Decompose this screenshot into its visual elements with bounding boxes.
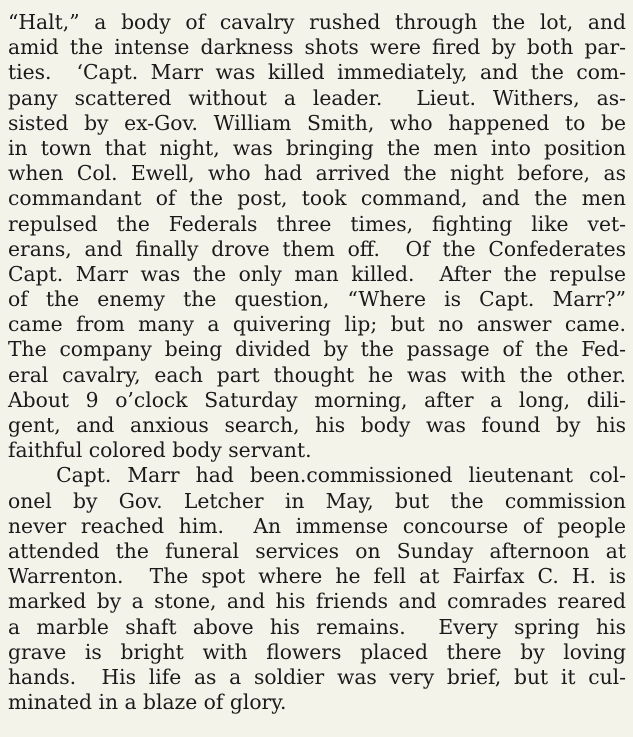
text-line: Warrenton. The spot where he fell at Fairfax C. H. is — [8, 564, 626, 589]
text-line: ties. ‘Capt. Marr was killed immediately, and the com- — [8, 60, 626, 85]
text-line: attended the funeral services on Sunday afternoon at — [8, 538, 626, 563]
text-line: pany scattered without a leader. Lieut. Withers, as- — [8, 85, 626, 110]
text-line: repulsed the Federals three times, fighting like vet- — [8, 211, 626, 236]
text-line: eral cavalry, each part thought he was with the other. — [8, 362, 626, 387]
text-line: amid the intense darkness shots were fired by both par- — [8, 35, 626, 60]
text-line: of the enemy the question, “Where is Capt. Marr?” — [8, 287, 626, 312]
text-line: never reached him. An immense concourse of people — [8, 513, 626, 538]
text-line: erans, and finally drove them off. Of the Confederates — [8, 236, 626, 261]
text-line: in town that night, was bringing the men into position — [8, 135, 626, 160]
text-line: “Halt,” a body of cavalry rushed through the lot, and — [8, 10, 626, 34]
paragraph-2 — [8, 463, 626, 715]
text-line: hands. His life as a soldier was very brief, but it cul- — [8, 664, 626, 689]
text-line: a marble shaft above his remains. Every spring his — [8, 614, 626, 639]
article-text — [8, 10, 626, 715]
text-line: gent, and anxious search, his body was found by his — [8, 413, 626, 437]
paragraph-1 — [8, 10, 626, 463]
text-line: commandant of the post, took command, and the men — [8, 186, 626, 211]
text-line: faithful colored body servant. — [8, 438, 312, 463]
text-line: marked by a stone, and his friends and comrades reared — [8, 589, 626, 614]
text-line: The company being divided by the passage of the Fed- — [8, 337, 626, 362]
text-line: came from many a quivering lip; but no answer came. — [8, 312, 626, 337]
text-line: grave is bright with flowers placed there by loving — [8, 639, 626, 664]
text-line: Capt. Marr had been.commissioned lieutenant col- — [8, 463, 626, 488]
text-line: Capt. Marr was the only man killed. After the repulse — [8, 261, 626, 286]
text-line: onel by Gov. Letcher in May, but the commission — [8, 488, 626, 513]
text-line: sisted by ex-Gov. William Smith, who happened to be — [8, 110, 626, 135]
text-line: About 9 o’clock Saturday morning, after a long, dili- — [8, 387, 626, 412]
text-line: minated in a blaze of glory. — [8, 690, 287, 715]
text-line: when Col. Ewell, who had arrived the night before, as — [8, 161, 626, 186]
